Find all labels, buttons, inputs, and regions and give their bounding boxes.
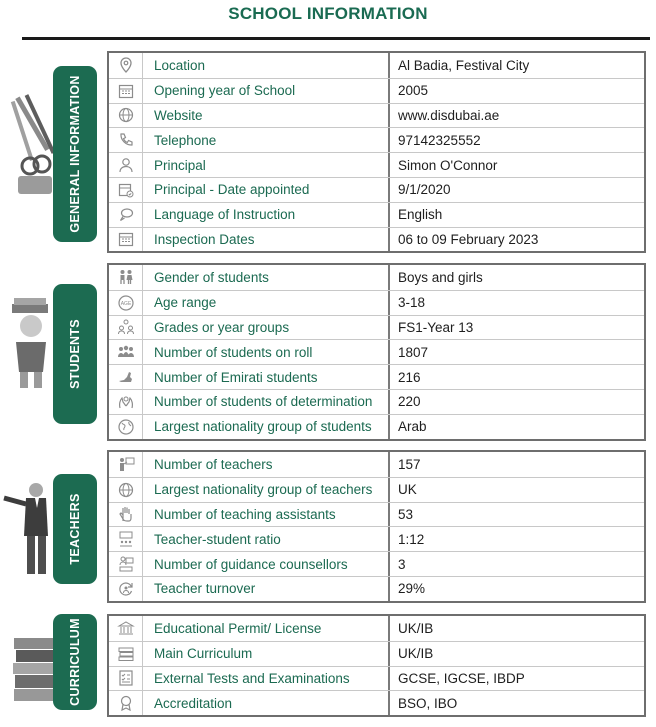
row-value: BSO, IBO — [398, 695, 458, 711]
calendar-icon — [117, 230, 135, 248]
row-label: Number of teaching assistants — [143, 503, 390, 527]
table-row — [109, 616, 644, 641]
teacher-board-icon — [117, 455, 135, 473]
location-pin-icon — [117, 56, 135, 74]
tab-general-information: GENERAL INFORMATION — [53, 66, 97, 242]
row-label: Website — [143, 104, 390, 128]
row-label: Largest nationality group of teachers — [143, 478, 390, 502]
person-icon — [117, 156, 135, 174]
row-label: Number of teachers — [143, 452, 390, 477]
table-row — [109, 502, 644, 527]
calendar-icon — [117, 82, 135, 100]
row-value: 29% — [398, 581, 426, 597]
row-label: Gender of students — [143, 265, 390, 290]
row-value: 220 — [398, 394, 421, 410]
row-value: UK/IB — [398, 620, 434, 636]
row-value: 9/1/2020 — [398, 182, 451, 198]
teachers-table — [107, 450, 646, 603]
globe-icon — [117, 106, 135, 124]
gender-icon — [117, 268, 135, 286]
row-label: Age range — [143, 291, 390, 315]
row-value: 2005 — [398, 83, 429, 99]
table-row — [109, 152, 644, 177]
books-icon — [117, 645, 135, 663]
hands-icon — [117, 393, 135, 411]
row-label: Opening year of School — [143, 79, 390, 103]
row-label: Principal — [143, 153, 390, 177]
table-row — [109, 389, 644, 414]
books-image — [12, 636, 58, 708]
curriculum-table — [107, 614, 646, 717]
table-row — [109, 364, 644, 389]
row-label: Location — [143, 53, 390, 78]
row-value: UK/IB — [398, 646, 434, 662]
row-label: Principal - Date appointed — [143, 178, 390, 202]
building-icon — [117, 619, 135, 637]
general-information-table — [107, 51, 646, 253]
row-value: 1:12 — [398, 531, 425, 547]
ratio-icon — [117, 530, 135, 548]
award-icon — [117, 694, 135, 712]
globe-icon — [117, 481, 135, 499]
table-row — [109, 290, 644, 315]
crowd-icon — [117, 343, 135, 361]
checklist-icon — [117, 669, 135, 687]
row-value: 53 — [398, 506, 414, 522]
row-label: Number of guidance counsellors — [143, 552, 390, 576]
title-rule — [22, 37, 650, 40]
row-label: Inspection Dates — [143, 228, 390, 252]
table-row — [109, 666, 644, 691]
globe-icon — [117, 418, 135, 436]
row-value: www.disdubai.ae — [398, 107, 500, 123]
row-value: Al Badia, Festival City — [398, 57, 530, 73]
row-value: 3-18 — [398, 295, 426, 311]
row-label: Educational Permit/ License — [143, 616, 390, 641]
row-label: Grades or year groups — [143, 316, 390, 340]
row-label: Number of Emirati students — [143, 365, 390, 389]
row-value: 06 to 09 February 2023 — [398, 231, 539, 247]
table-row — [109, 227, 644, 252]
row-label: Main Curriculum — [143, 642, 390, 666]
tab-teachers: TEACHERS — [53, 474, 97, 584]
table-row — [109, 127, 644, 152]
uae-map-icon — [117, 368, 135, 386]
table-row — [109, 265, 644, 290]
row-value: GCSE, IGCSE, IBDP — [398, 670, 525, 686]
table-row — [109, 641, 644, 666]
phone-icon — [117, 131, 135, 149]
row-value: FS1-Year 13 — [398, 319, 474, 335]
row-value: 157 — [398, 456, 421, 472]
page-title: SCHOOL INFORMATION — [228, 4, 428, 23]
group-icon — [117, 318, 135, 336]
student-image — [6, 298, 56, 390]
row-label: Teacher turnover — [143, 577, 390, 601]
row-value: 3 — [398, 556, 406, 572]
table-row — [109, 452, 644, 477]
table-row — [109, 202, 644, 227]
row-value: 216 — [398, 369, 421, 385]
row-label: Accreditation — [143, 691, 390, 715]
calendar-check-icon — [117, 181, 135, 199]
table-row — [109, 414, 644, 439]
raised-hand-icon — [117, 505, 135, 523]
turnover-icon — [117, 580, 135, 598]
row-label: Number of students on roll — [143, 340, 390, 364]
row-label: Language of Instruction — [143, 203, 390, 227]
students-table — [107, 263, 646, 441]
row-value: Simon O'Connor — [398, 157, 498, 173]
tab-students: STUDENTS — [53, 284, 97, 424]
table-row — [109, 103, 644, 128]
table-row — [109, 315, 644, 340]
row-value: Boys and girls — [398, 269, 483, 285]
row-value: 1807 — [398, 344, 429, 360]
row-label: Telephone — [143, 128, 390, 152]
table-row — [109, 78, 644, 103]
table-row — [109, 477, 644, 502]
table-row — [109, 551, 644, 576]
row-value: 97142325552 — [398, 132, 481, 148]
tab-curriculum: CURRICULUM — [53, 614, 97, 710]
row-label: Largest nationality group of students — [143, 415, 390, 439]
row-label: Teacher-student ratio — [143, 527, 390, 551]
table-row — [109, 339, 644, 364]
table-row — [109, 576, 644, 601]
counsellor-icon — [117, 555, 135, 573]
row-value: English — [398, 207, 443, 223]
row-label: External Tests and Examinations — [143, 667, 390, 691]
row-label: Number of students of determination — [143, 390, 390, 414]
table-row — [109, 526, 644, 551]
svg-text:AGE: AGE — [120, 300, 131, 307]
teacher-image — [0, 480, 56, 576]
table-row — [109, 177, 644, 202]
row-value: UK — [398, 482, 417, 498]
table-row — [109, 690, 644, 715]
age-badge-icon — [117, 294, 135, 312]
row-value: Arab — [398, 419, 427, 435]
speech-bubble-icon — [117, 206, 135, 224]
table-row — [109, 53, 644, 78]
